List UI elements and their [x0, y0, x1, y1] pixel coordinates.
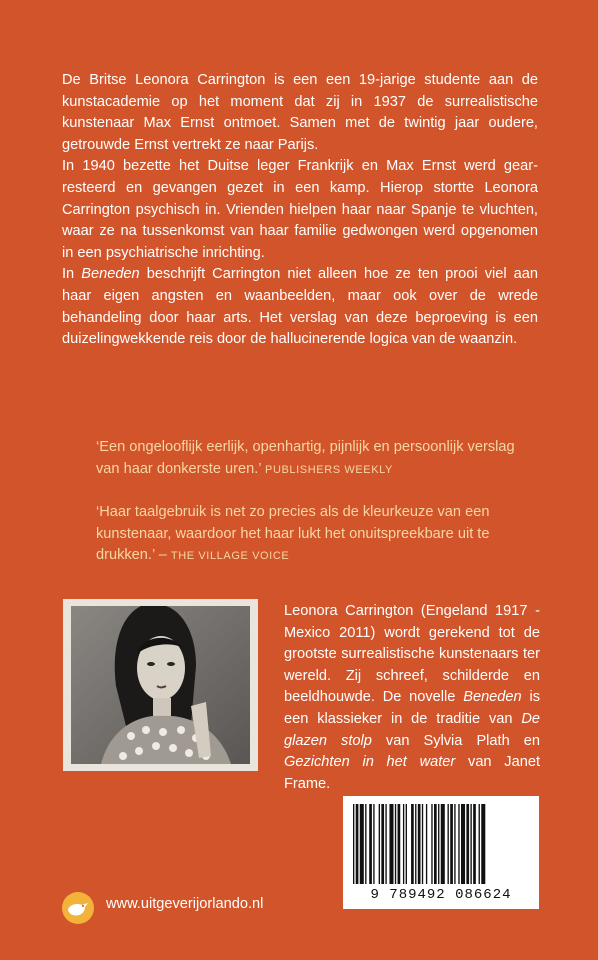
barcode-bar	[415, 804, 416, 884]
barcode-bar	[450, 804, 453, 884]
review-quote-2	[96, 502, 516, 568]
bio-title-3: Gezichten in het water	[284, 754, 456, 771]
review-quote-1	[96, 437, 516, 481]
quote-text-1: ‘Een ongelooflijk eerlijk, openhartig, pijnlijk en persoonlijk verslag van haar donkerste uren.’	[96, 439, 515, 477]
barcode-bar	[448, 804, 449, 884]
barcode-bar	[373, 804, 374, 884]
bio-part-1: Leonora Carrington (Engeland 1917 - Mexico 2011) wordt gerekend tot de grootste surrealistische kunstenaars ter wereld. Zij schreef, schilderde en beeldhouwde. De novelle	[284, 603, 540, 706]
barcode-bar	[379, 804, 380, 884]
barcode-bar	[458, 804, 459, 884]
barcode-bar	[411, 804, 414, 884]
barcode-bar	[403, 804, 404, 884]
barcode-bar	[360, 804, 364, 884]
blurb	[62, 70, 538, 351]
blurb-paragraph-2: In 1940 bezette het Duitse leger Frankrijk en Max Ernst werd gearresteerd en gevangen gezet in een kamp. Hierop stortte Leonora Carrington psychisch in. Vrienden hielpen haar naar Spanje te vluchten, waar ze na tussenkomst van haar familie gedwongen werd opgenomen in een psychiatrische inrichting.	[62, 158, 538, 261]
author-portrait-image	[71, 606, 250, 764]
barcode-bar	[441, 804, 445, 884]
barcode-bar	[438, 804, 439, 884]
barcode-bar	[356, 804, 359, 884]
barcode-bar	[461, 804, 465, 884]
bio-part-3: van Sylvia Plath en	[371, 732, 540, 749]
barcode-bar	[381, 804, 384, 884]
barcode-bar	[389, 804, 393, 884]
author-bio	[284, 601, 540, 795]
barcode-bar	[406, 804, 407, 884]
isbn-barcode	[343, 796, 539, 909]
blurb-p3-pre: In	[62, 266, 82, 283]
website-link[interactable]: www.uitgeverijorlando.nl	[106, 896, 264, 912]
barcode-bar	[434, 804, 437, 884]
quote-source-2: THE VILLAGE VOICE	[170, 550, 290, 563]
barcode-bar	[466, 804, 469, 884]
bio-title-1: Beneden	[463, 689, 522, 706]
barcode-bar	[353, 804, 354, 884]
bio-part-4: van Janet Frame.	[284, 754, 540, 792]
barcode-bar	[481, 804, 485, 884]
barcode-bar	[418, 804, 421, 884]
barcode-bar	[454, 804, 455, 884]
barcode-bar	[431, 804, 432, 884]
barcode-bar	[479, 804, 480, 884]
bio-part-2: is een klassieker in de traditie van	[284, 689, 541, 727]
author-portrait	[63, 599, 258, 771]
barcode-bar	[470, 804, 471, 884]
blurb-paragraph-3	[62, 264, 538, 350]
bird-logo-icon	[62, 892, 94, 924]
barcode-bar	[422, 804, 423, 884]
barcode-bar	[395, 804, 396, 884]
blurb-p3-title: Beneden	[81, 266, 140, 283]
isbn-number: 9 789492 086624	[370, 887, 512, 903]
barcode-bar	[426, 804, 427, 884]
barcode-bar	[365, 804, 366, 884]
blurb-paragraph-1: De Britse Leonora Carrington is een een 19-jarige studente aan de kunstacademie op het moment dat zij in 1937 de surrealistische kunstenaar Max Ernst ontmoet. Samen met de twintig jaar oudere, getrouwde Ernst vertrekt ze naar Parijs.	[62, 72, 538, 153]
blurb-p3-post: beschrijft Carrington niet alleen hoe ze ten prooi viel aan haar eigen angsten en waanbeelden, maar ook over de wrede behandeling door haar arts. Het verslag van deze beproeving is een duizelingwekkende reis door de hallucinerende logica van de waanzin.	[62, 266, 538, 348]
quote-source-1: PUBLISHERS WEEKLY	[265, 463, 393, 476]
barcode-bar	[473, 804, 476, 884]
barcode-bar	[398, 804, 401, 884]
quote-text-2: ‘Haar taalgebruik is net zo precies als de kleurkeuze van een kunstenaar, waardoor het haar lukt het onuitspreekbare uit te drukken.’ –	[96, 504, 490, 564]
barcode-bar	[385, 804, 386, 884]
bio-title-2: De glazen stolp	[284, 710, 540, 749]
barcode-bar	[369, 804, 372, 884]
